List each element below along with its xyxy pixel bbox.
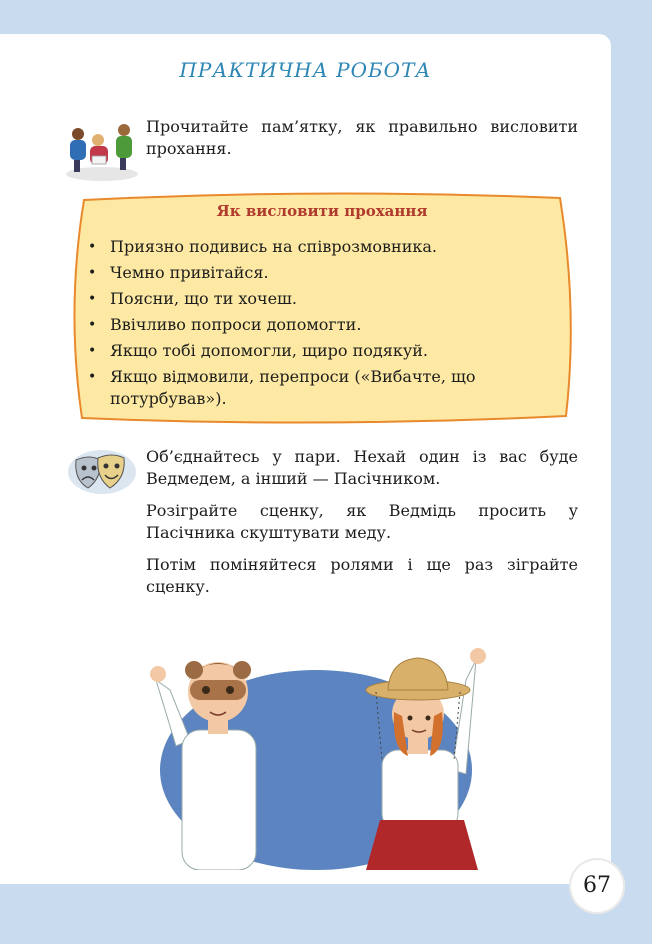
memo-box bbox=[70, 190, 574, 426]
memo-title: Як висловити прохання bbox=[216, 202, 428, 220]
task2-paragraph-1: Об’єднайтесь у пари. Нехай один із вас буде Ведмедем, а інший — Пасічником. bbox=[146, 447, 578, 488]
memo-item bbox=[88, 236, 548, 258]
bullet: • bbox=[88, 265, 97, 281]
task2-paragraph-2: Розіграйте сценку, як Ведмідь просить у Пасічника скуштувати меду. bbox=[146, 501, 578, 542]
children-reading-icon bbox=[62, 118, 142, 188]
memo-item-text: Якщо відмовили, перепроси («Вибачте, що потурбував»). bbox=[110, 367, 476, 408]
bullet: • bbox=[88, 317, 97, 333]
memo-item bbox=[88, 314, 548, 336]
task1-text: Прочитайте пам’ятку, як правильно висловити прохання. bbox=[146, 117, 578, 158]
textbook-page bbox=[0, 34, 611, 884]
children-roleplay-illustration bbox=[130, 620, 490, 874]
memo-item-text: Якщо тобі допомогли, щиро подякуй. bbox=[110, 341, 428, 360]
page-number: 67 bbox=[569, 858, 625, 914]
task2-paragraph-3: Потім поміняйтеся ролями і ще раз зіграйте сценку. bbox=[146, 555, 578, 596]
memo-item-text: Приязно подивись на співрозмовника. bbox=[110, 237, 437, 256]
memo-item bbox=[88, 340, 548, 362]
memo-item-text: Чемно привітайся. bbox=[110, 263, 269, 282]
memo-list bbox=[88, 236, 548, 414]
memo-item bbox=[88, 288, 548, 310]
bullet: • bbox=[88, 369, 97, 385]
page-title: ПРАКТИЧНА РОБОТА bbox=[179, 58, 432, 82]
memo-item-text: Ввічливо попроси допомогти. bbox=[110, 315, 362, 334]
bullet: • bbox=[88, 239, 97, 255]
bullet: • bbox=[88, 291, 97, 307]
memo-item bbox=[88, 262, 548, 284]
memo-item bbox=[88, 366, 548, 410]
bullet: • bbox=[88, 343, 97, 359]
memo-item-text: Поясни, що ти хочеш. bbox=[110, 289, 297, 308]
theater-masks-icon bbox=[62, 448, 138, 502]
